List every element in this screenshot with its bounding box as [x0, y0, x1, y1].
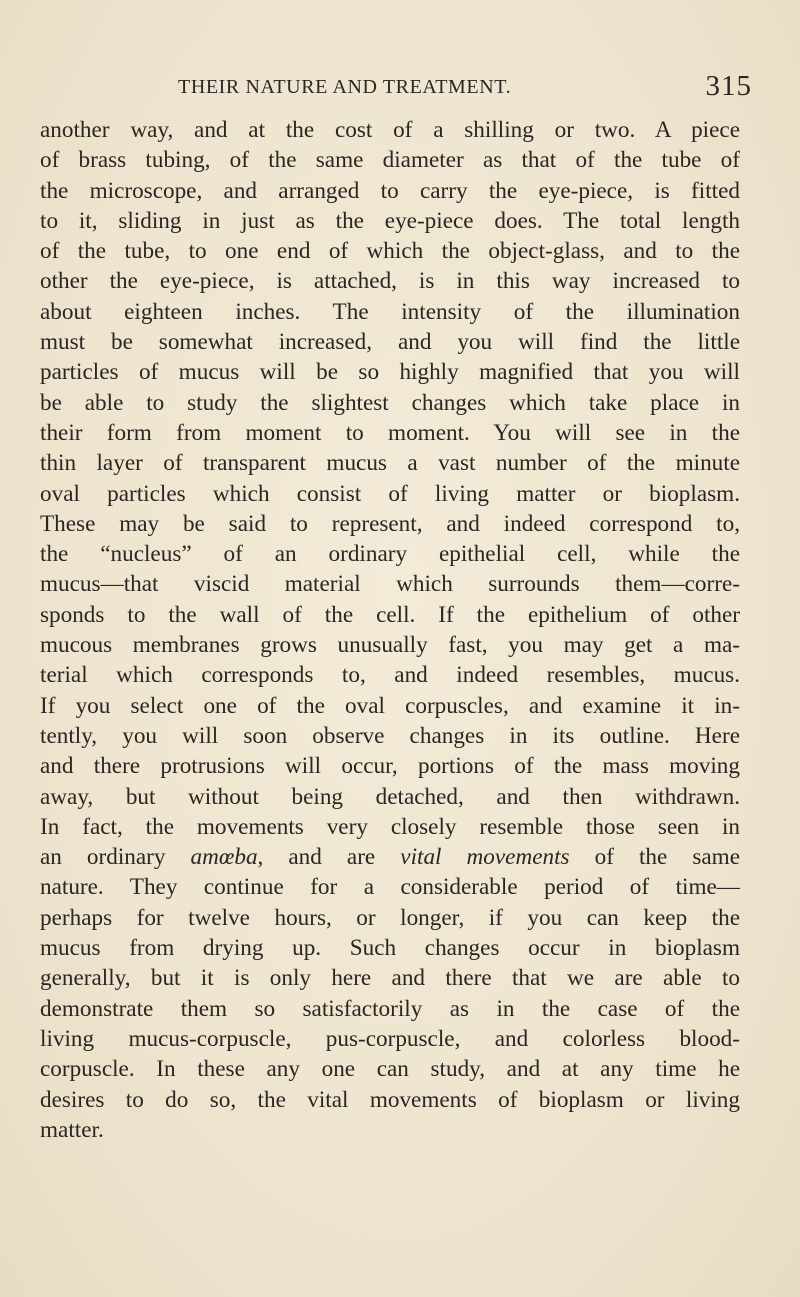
text-line: the “nucleus” of an ordinary epithelial cell, while the: [40, 541, 740, 568]
text-line: of the tube, to one end of which the object-glass, and to the: [40, 238, 740, 265]
text-line: generally, but it is only here and there that we are able to: [40, 965, 740, 992]
text-line-italic: [40, 842, 740, 872]
text-line: oval particles which consist of living matter or bioplasm.: [40, 480, 740, 507]
text-line: tently, you will soon observe changes in its outline. Here: [40, 722, 740, 749]
text-line: must be somewhat increased, and you will find the little: [40, 329, 740, 356]
text-line: their form from moment to moment. You will see in the: [40, 419, 740, 446]
text-line: of brass tubing, of the same diameter as that of the tube of: [40, 147, 740, 174]
text-line: demonstrate them so satisfactorily as in the case of the: [40, 995, 740, 1022]
text-line: nature. They continue for a considerable period of time—: [40, 874, 740, 901]
italic-term-vital-movements: vital movements: [400, 844, 570, 871]
text-line: mucus from drying up. Such changes occur in bioplasm: [40, 935, 740, 962]
text-segment: , and are: [257, 844, 401, 871]
text-line: These may be said to represent, and indeed correspond to,: [40, 510, 740, 537]
text-line: corpuscle. In these any one can study, and at any time he: [40, 1056, 740, 1083]
text-line: another way, and at the cost of a shilling or two. A piece: [40, 117, 740, 143]
text-line: the microscope, and arranged to carry the eye-piece, is fitted: [40, 177, 740, 204]
running-title: THEIR NATURE AND TREATMENT.: [178, 76, 512, 98]
text-line: about eighteen inches. The intensity of the illumination: [40, 298, 740, 325]
text-line: and there protrusions will occur, portions of the mass moving: [40, 753, 740, 780]
text-line: away, but without being detached, and then withdrawn.: [40, 783, 740, 810]
text-segment: of the same: [569, 844, 740, 871]
text-line: be able to study the slightest changes which take place in: [40, 389, 740, 416]
text-line: In fact, the movements very closely resemble those seen in: [40, 813, 740, 840]
italic-term-amoeba: amœba: [190, 844, 258, 871]
text-line: terial which corresponds to, and indeed resembles, mucus.: [40, 662, 740, 689]
text-line: other the eye-piece, is attached, is in this way increased to: [40, 268, 740, 295]
text-segment: an ordinary: [40, 844, 191, 871]
text-line: desires to do so, the vital movements of bioplasm or living: [40, 1086, 740, 1113]
text-line: mucus—that viscid material which surrounds them—corre-: [40, 571, 740, 598]
page-number: 315: [705, 70, 752, 102]
text-line: If you select one of the oval corpuscles, and examine it in-: [40, 692, 740, 719]
body-text: [40, 115, 740, 1145]
text-line: sponds to the wall of the cell. If the epithelium of other: [40, 601, 740, 628]
text-line: living mucus-corpuscle, pus-corpuscle, and colorless blood-: [40, 1025, 740, 1052]
text-line: mucous membranes grows unusually fast, you may get a ma-: [40, 632, 740, 659]
page-header: [40, 68, 752, 108]
text-line: particles of mucus will be so highly magnified that you will: [40, 359, 740, 386]
text-line: thin layer of transparent mucus a vast number of the minute: [40, 450, 740, 477]
text-line: to it, sliding in just as the eye-piece does. The total length: [40, 207, 740, 234]
text-line: perhaps for twelve hours, or longer, if you can keep the: [40, 904, 740, 931]
text-line-last: matter.: [40, 1116, 104, 1143]
